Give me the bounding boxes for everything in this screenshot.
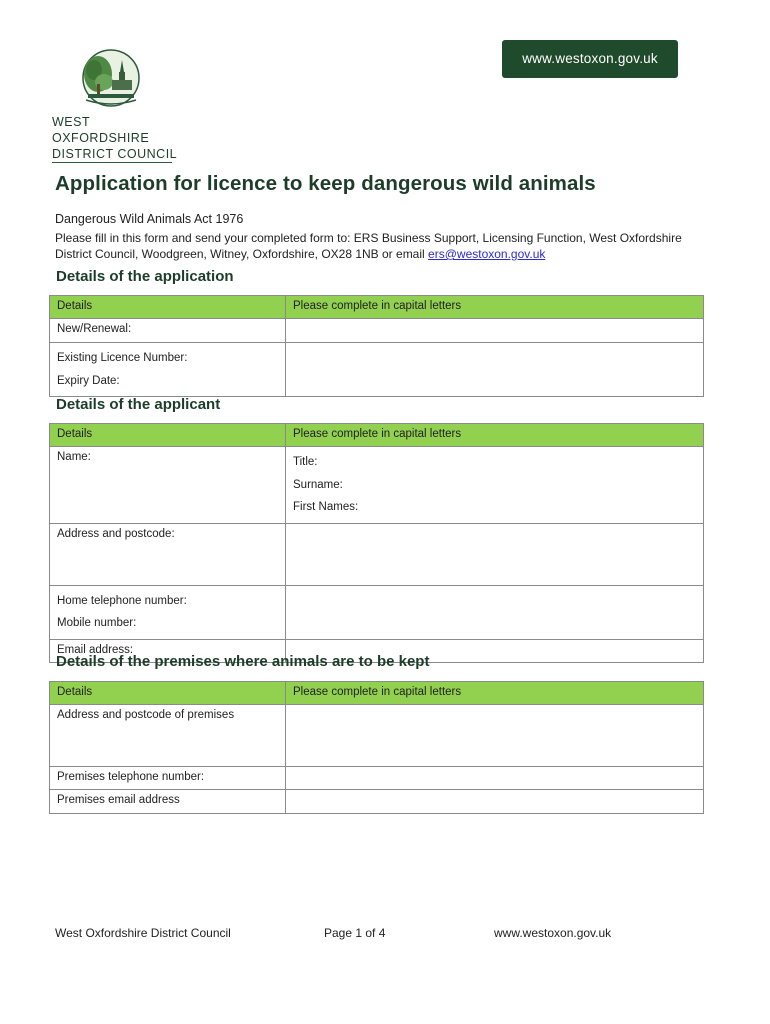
field-label-title: Title: xyxy=(293,456,318,468)
field-label-premises-address: Address and postcode of premises xyxy=(50,705,286,767)
tree-church-emblem-icon xyxy=(78,48,144,110)
field-label-licence-group xyxy=(50,343,286,397)
input-address[interactable] xyxy=(286,523,704,585)
website-url-badge[interactable]: www.westoxon.gov.uk xyxy=(502,40,678,78)
email-link[interactable]: ers@westoxon.gov.uk xyxy=(428,247,546,261)
logo-underline xyxy=(52,162,172,163)
logo-text-line2: DISTRICT COUNCIL xyxy=(52,147,178,161)
field-label-existing-licence: Existing Licence Number: xyxy=(57,352,188,364)
table-header-row xyxy=(50,424,704,447)
field-label-name: Name: xyxy=(50,447,286,524)
page-title: Application for licence to keep dangerous wild animals xyxy=(55,172,596,195)
footer-council-name: West Oxfordshire District Council xyxy=(55,926,231,940)
table-header-row xyxy=(50,296,704,319)
table-row xyxy=(50,585,704,639)
table-row xyxy=(50,447,704,524)
input-premises-telephone[interactable] xyxy=(286,767,704,790)
input-new-renewal[interactable] xyxy=(286,319,704,343)
instructions-body: Please fill in this form and send your completed form to: ERS Business Support, Licensing Function, West Oxfordshire District Council, Woodgreen, Witney, Oxfordshire, OX28 1NB or email xyxy=(55,231,682,261)
field-label-surname: Surname: xyxy=(293,478,343,491)
column-header-details: Details xyxy=(50,682,286,705)
instructions-text xyxy=(55,230,715,262)
column-header-instructions: Please complete in capital letters xyxy=(286,296,704,319)
input-licence-details[interactable] xyxy=(286,343,704,397)
logo-text-line1: WEST OXFORDSHIRE xyxy=(52,115,150,145)
table-header-row xyxy=(50,682,704,705)
input-premises-email[interactable] xyxy=(286,790,704,814)
council-logo xyxy=(52,48,182,163)
table-row xyxy=(50,319,704,343)
column-header-instructions: Please complete in capital letters xyxy=(286,424,704,447)
premises-details-table xyxy=(49,681,704,814)
field-label-premises-email: Premises email address xyxy=(50,790,286,814)
field-label-first-names: First Names: xyxy=(293,501,359,513)
input-premises-address[interactable] xyxy=(286,705,704,767)
section-heading-premises: Details of the premises where animals are to be kept xyxy=(56,653,430,670)
field-label-address: Address and postcode: xyxy=(50,523,286,585)
field-label-expiry-date: Expiry Date: xyxy=(57,374,120,387)
field-label-premises-telephone: Premises telephone number: xyxy=(50,767,286,790)
column-header-details: Details xyxy=(50,424,286,447)
input-name-group[interactable] xyxy=(286,447,704,524)
table-row xyxy=(50,767,704,790)
field-label-home-telephone: Home telephone number: xyxy=(57,594,187,607)
column-header-details: Details xyxy=(50,296,286,319)
field-label-phone-group xyxy=(50,585,286,639)
applicant-details-table xyxy=(49,423,704,663)
footer-url: www.westoxon.gov.uk xyxy=(494,926,612,940)
field-label-mobile: Mobile number: xyxy=(57,617,137,629)
column-header-instructions: Please complete in capital letters xyxy=(286,682,704,705)
section-heading-application: Details of the application xyxy=(56,268,234,285)
act-reference: Dangerous Wild Animals Act 1976 xyxy=(55,212,244,226)
table-row xyxy=(50,343,704,397)
table-row xyxy=(50,790,704,814)
application-details-table xyxy=(49,295,704,397)
table-row xyxy=(50,523,704,585)
section-heading-applicant: Details of the applicant xyxy=(56,396,221,413)
field-label-email: Email address: xyxy=(50,639,286,662)
input-phone-numbers[interactable] xyxy=(286,585,704,639)
footer-page-number: Page 1 of 4 xyxy=(324,926,386,940)
table-row xyxy=(50,705,704,767)
field-label-new-renewal: New/Renewal: xyxy=(50,319,286,343)
